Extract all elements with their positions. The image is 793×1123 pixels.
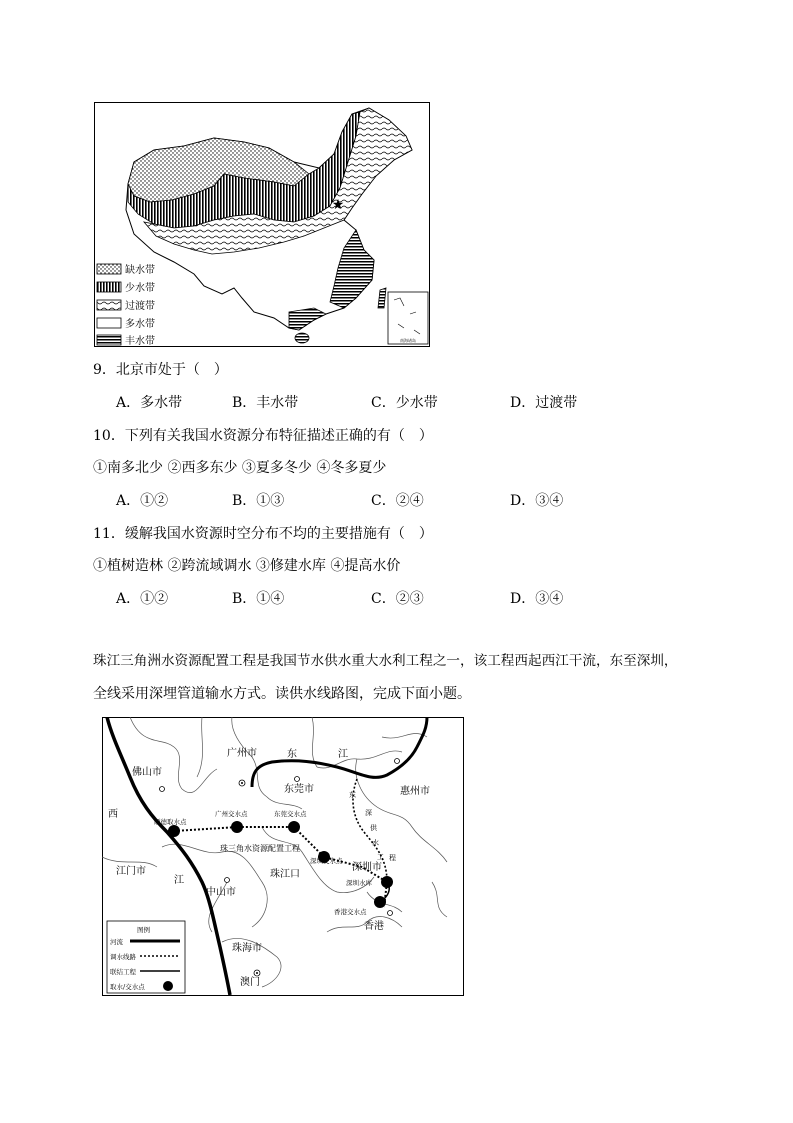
- label-zhongshan: 中山市: [206, 887, 236, 898]
- legend-river-label: 河流: [110, 938, 123, 946]
- label-pearl-estuary: 珠江口: [270, 869, 300, 880]
- foshan-marker: [160, 787, 165, 792]
- svg-text:东: 东: [349, 791, 356, 799]
- label-river-xi: 西: [108, 809, 118, 820]
- q11-option-b[interactable]: B．①④: [232, 591, 285, 607]
- label-shenzhen-delivery: 深圳交水点: [310, 857, 343, 865]
- legend-deficient-label: 缺水带: [125, 265, 155, 276]
- q9-option-b[interactable]: B．丰水带: [232, 395, 299, 411]
- hongkong-delivery-point: [374, 896, 386, 908]
- svg-text:水: 水: [372, 839, 379, 847]
- label-zhuhai: 珠海市: [232, 943, 262, 954]
- q11-option-d[interactable]: D．③④: [510, 591, 564, 607]
- question-10-stem: 10．下列有关我国水资源分布特征描述正确的有（ ）: [93, 428, 433, 444]
- china-water-zones-map: [94, 102, 430, 347]
- legend-abundant-label: 丰水带: [125, 336, 155, 347]
- label-river-dongjiang: 江: [338, 749, 348, 760]
- q11-option-c[interactable]: C．②③: [371, 591, 424, 607]
- guangzhou-delivery-point: [231, 821, 243, 833]
- label-jiangmen: 江门市: [116, 866, 146, 877]
- label-river-jiang: 江: [174, 875, 184, 886]
- label-huizhou: 惠州市: [400, 786, 430, 797]
- legend-plentiful-label: 多水带: [125, 319, 155, 330]
- label-guangzhou-delivery: 广州交水点: [215, 810, 248, 818]
- label-river-dong: 东: [287, 749, 297, 760]
- label-guangzhou: 广州市: [227, 748, 257, 759]
- question-11-stem: 11．缓解我国水资源时空分布不均的主要措施有（ ）: [93, 526, 433, 542]
- q10-option-d[interactable]: D．③④: [510, 493, 564, 509]
- zhongshan-marker: [225, 878, 230, 883]
- dongguan-delivery-point: [288, 821, 300, 833]
- q9-option-a[interactable]: A．多水带: [116, 395, 183, 411]
- legend-link-label: 联结工程: [110, 968, 136, 976]
- beijing-star-icon: ★: [331, 197, 345, 213]
- hongkong-marker: [388, 911, 393, 916]
- huizhou-marker: [395, 759, 400, 764]
- label-foshan: 佛山市: [132, 767, 162, 778]
- question-11-items: ①植树造林 ②跨流域调水 ③修建水库 ④提高水价: [93, 558, 401, 574]
- svg-text:深: 深: [365, 809, 372, 817]
- map2-legend: [107, 921, 185, 993]
- label-dongguan: 东莞市: [284, 784, 314, 795]
- legend-title: 图例: [137, 926, 150, 934]
- label-hongkong: 香港: [364, 921, 384, 932]
- pearl-river-delta-map: [102, 717, 464, 997]
- svg-text:南海诸岛: 南海诸岛: [400, 338, 416, 343]
- q10-option-c[interactable]: C．②④: [371, 493, 424, 509]
- q9-option-c[interactable]: C．少水带: [371, 395, 438, 411]
- shunde-intake-point: [168, 825, 180, 837]
- legend-low-label: 少水带: [125, 283, 155, 294]
- question-9-stem: 9．北京市处于（ ）: [93, 362, 228, 378]
- q9-option-d[interactable]: D．过渡带: [510, 395, 578, 411]
- passage-line-2: 全线采用深埋管道输水方式。读供水线路图，完成下面小题。: [93, 686, 471, 702]
- label-shunde-intake: 顺德取水点: [154, 818, 187, 826]
- label-project: 珠三角水资源配置工程: [220, 844, 300, 853]
- label-shenzhen-reservoir: 深圳水库: [346, 879, 372, 887]
- svg-text:程: 程: [389, 854, 396, 862]
- dongguan-marker: [295, 777, 300, 782]
- q11-option-a[interactable]: A．①②: [116, 591, 169, 607]
- question-10-items: ①南多北少 ②西多东少 ③夏多冬少 ④冬多夏少: [93, 460, 387, 476]
- hainan: [295, 333, 309, 343]
- legend-point-label: 取水/交水点: [110, 983, 145, 991]
- svg-text:供: 供: [370, 824, 377, 832]
- label-shenzhen: 深圳市: [352, 862, 382, 873]
- legend-transition-label: 过渡带: [125, 301, 155, 312]
- q10-option-a[interactable]: A．①②: [116, 493, 169, 509]
- q10-option-b[interactable]: B．①③: [232, 493, 285, 509]
- label-macau: 澳门: [240, 977, 260, 988]
- passage-line-1: 珠江三角洲水资源配置工程是我国节水供水重大水利工程之一，该工程西起西江干流，东至深圳，: [93, 653, 678, 669]
- svg-text:工: 工: [377, 853, 384, 861]
- shenzhen-reservoir-point: [381, 876, 393, 888]
- legend-diversion-label: 调水线路: [110, 953, 136, 961]
- label-dongguan-delivery: 东莞交水点: [274, 810, 307, 818]
- label-hk-delivery: 香港交水点: [334, 908, 367, 916]
